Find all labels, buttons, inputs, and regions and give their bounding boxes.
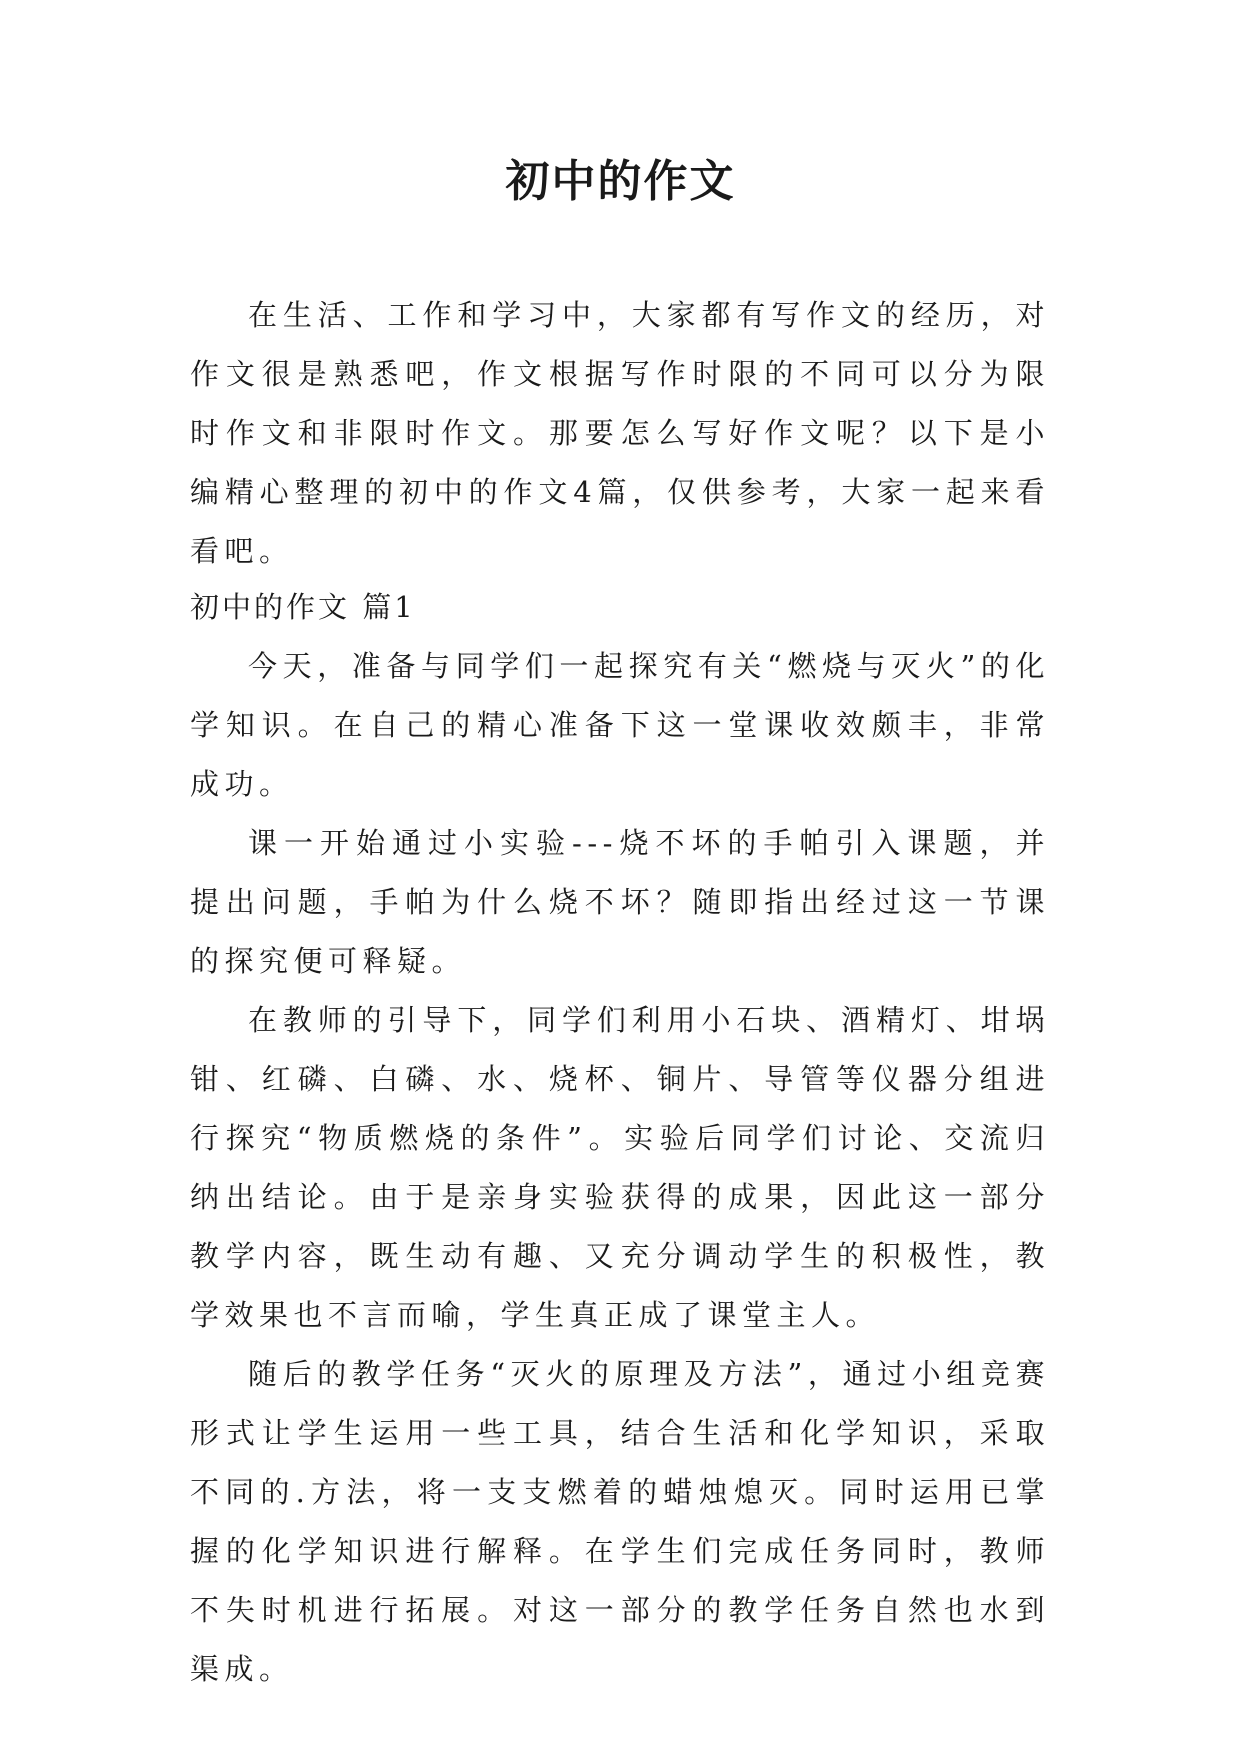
intro-paragraph: 在生活、工作和学习中，大家都有写作文的经历，对作文很是熟悉吧，作文根据写作时限的不同可以分为限时作文和非限时作文。那要怎么写好作文呢？以下是小编精心整理的初中的作文4篇，仅供参考，大家一起来看看吧。 (190, 298, 1050, 568)
body-paragraph-1: 今天，准备与同学们一起探究有关“燃烧与灭火”的化学知识。在自己的精心准备下这一堂课收效颇丰，非常成功。 (190, 649, 1050, 801)
body-paragraph-2: 课一开始通过小实验---烧不坏的手帕引入课题，并提出问题，手帕为什么烧不坏？随即指出经过这一节课的探究便可释疑。 (190, 826, 1050, 978)
section-heading: 初中的作文 篇1 (190, 590, 416, 624)
document-title: 初中的作文 (505, 156, 736, 207)
body-paragraph-3: 在教师的引导下，同学们利用小石块、酒精灯、坩埚钳、红磷、白磷、水、烧杯、铜片、导管等仪器分组进行探究“物质燃烧的条件”。实验后同学们讨论、交流归纳出结论。由于是亲身实验获得的成果，因此这一部分教学内容，既生动有趣、又充分调动学生的积极性，教学效果也不言而喻，学生真正成了课堂主人。 (190, 1003, 1050, 1332)
section-1 (190, 578, 1050, 1699)
body-paragraph-4: 随后的教学任务“灭火的原理及方法”，通过小组竞赛形式让学生运用一些工具，结合生活和化学知识，采取不同的.方法，将一支支燃着的蜡烛熄灭。同时运用已掌握的化学知识进行解释。在学生们完成任务同时，教师不失时机进行拓展。对这一部分的教学任务自然也水到渠成。 (190, 1357, 1050, 1686)
intro-block (190, 286, 1050, 581)
